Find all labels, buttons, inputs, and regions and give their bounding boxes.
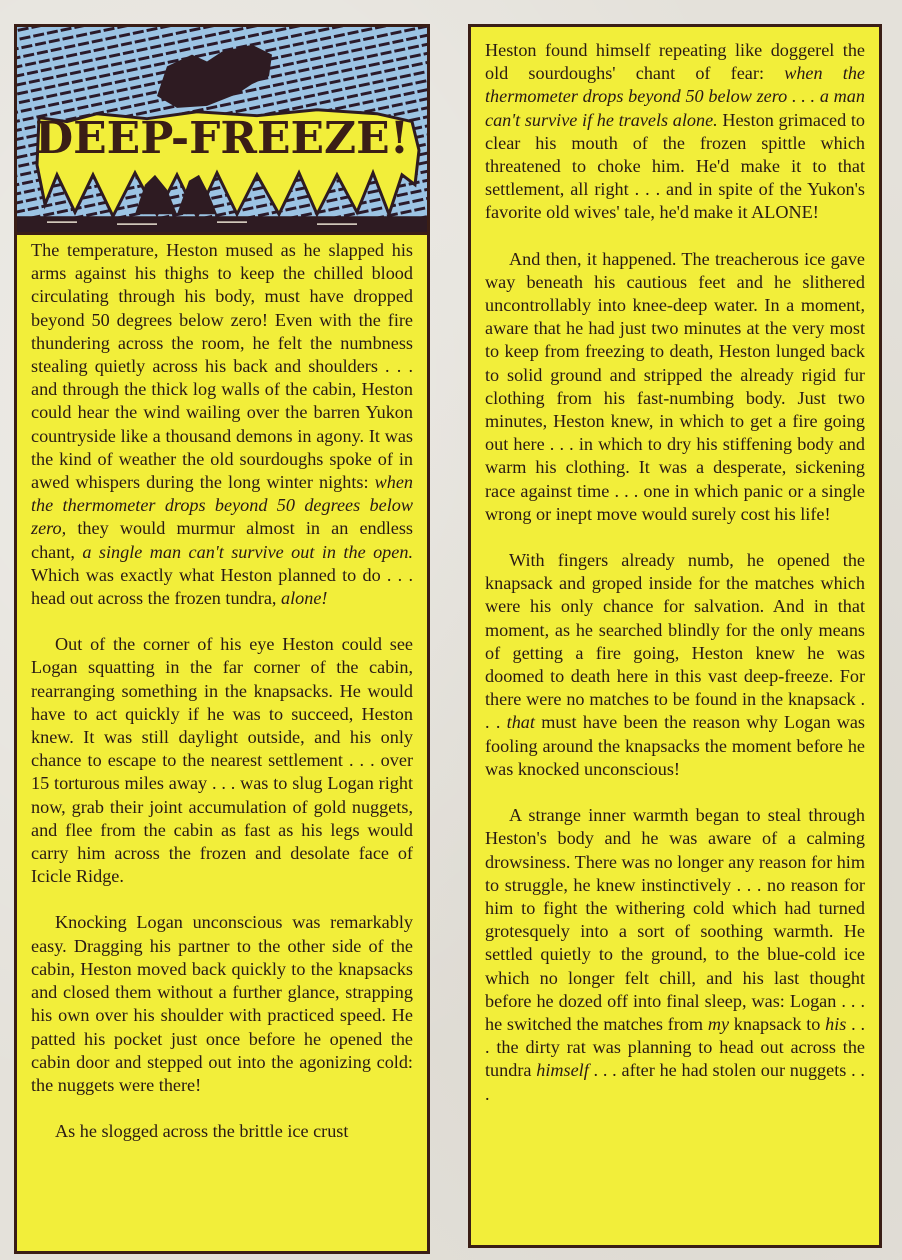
body-text: must have been the reason why Logan was fooling around the knapsacks the moment before he was knocked unconscious!: [485, 712, 865, 779]
paragraph: [485, 39, 865, 225]
paragraph: [31, 239, 413, 610]
body-text: Out of the corner of his eye Heston could see Logan squatting in the far corner of the cabin, rearranging something in the knapsacks. He would have to act quickly if he was to succeed, Heston knew. It was still daylight outside, and his only chance to escape to the nearest settlement . . . over 15 torturous miles away . . . was to slug Logan right now, grab their joint accumulation of gold nuggets, and flee from the cabin as fast as his legs would carry him across the frozen and desolate face of Icicle Ridge.: [31, 634, 413, 887]
left-column: [14, 24, 430, 1254]
italic-text: my: [707, 1013, 730, 1034]
body-text: knapsack to: [729, 1013, 826, 1034]
title-panel: [17, 27, 427, 235]
right-column: [468, 24, 882, 1248]
paragraph: [31, 1120, 413, 1143]
paragraph: [485, 549, 865, 781]
body-text: With fingers already numb, he opened the knapsack and groped inside for the matches which were his only chance for salvation. And in that moment, as he searched blindly for the only means of getting a fire going, Heston knew he was doomed to death here in this vast deep-freeze. For there were no matches to be found in the knapsack . . .: [485, 550, 865, 733]
body-text: . . . after he had stolen our nuggets . . .: [485, 1060, 865, 1104]
left-text-block: [17, 235, 427, 1143]
italic-text: when the thermometer drops beyond 50 below zero . . . a man can't survive if he travels alone.: [485, 63, 865, 130]
body-text: Heston found himself repeating like doggerel the old sourdoughs' chant of fear:: [485, 40, 865, 84]
italic-text: alone!: [280, 588, 328, 609]
body-text: Knocking Logan unconscious was remarkably easy. Dragging his partner to the other side of the cabin, Heston moved back quickly to the knapsacks and closed them without a further glance, strapping his own over his shoulder with practiced speed. He patted his pocket just once before he opened the cabin door and stepped out into the agonizing cold: the nuggets were there!: [31, 912, 413, 1095]
story-title: DEEP-FREEZE!: [34, 113, 410, 164]
italic-text: a single man can't survive out in the open.: [82, 541, 413, 562]
body-text: they would murmur almost in an endless chant,: [31, 518, 413, 562]
body-text: . . . the dirty rat was planning to head out across the tundra: [485, 1013, 865, 1081]
body-text: The temperature, Heston mused as he slapped his arms against his thighs to keep the chilled blood circulating through his body, must have dropped beyond 50 degrees below zero! Even with the fire thundering across the room, he felt the numbness stealing quietly across his back and shoulders . . . and through the thick log walls of the cabin, Heston could hear the wind wailing over the barren Yukon countryside like a thousand demons in agony. It was the kind of weather the old sourdoughs spoke of in awed whispers during the long winter nights:: [31, 240, 413, 493]
italic-text: when the thermometer drops beyond 50 degrees below zero,: [31, 472, 413, 539]
body-text: As he slogged across the brittle ice crust: [55, 1121, 349, 1142]
italic-text: his: [825, 1013, 847, 1034]
body-text: Which was exactly what Heston planned to do . . . head out across the frozen tundra,: [31, 564, 413, 609]
paragraph: [31, 633, 413, 888]
italic-text: that: [506, 712, 535, 733]
italic-text: himself: [536, 1060, 589, 1081]
paragraph: [31, 911, 413, 1097]
right-text-block: [471, 27, 879, 1106]
body-text: And then, it happened. The treacherous ice gave way beneath his cautious feet and he slithered uncontrollably into knee-deep water. In a moment, aware that he had just two minutes at the very most to keep from freezing to death, Heston lunged back to solid ground and stripped the already rigid fur clothing from his fast-numbing body. Just two minutes, Heston knew, in which to get a fire going out here . . . in which to dry his stiffening body and warm his clothing. It was a desperate, sickening race against time . . . one in which panic or a single wrong or inept move would surely cost his life!: [485, 248, 865, 524]
body-text: A strange inner warmth began to steal through Heston's body and he was aware of a calming drowsiness. There was no longer any reason for him to struggle, he knew instinctively . . . no reason for him to fight the withering cold which had turned grotesquely into a sort of soothing warmth. He settled quietly to the ground, to the blue-cold ice which no longer felt chill, and his last thought before he dozed off into final sleep, was: Logan . . . he switched the matches from: [485, 805, 865, 1034]
body-text: Heston grimaced to clear his mouth of the frozen spittle which threatened to choke him. He'd make it to that settlement, all right . . . and in spite of the Yukon's favorite old wives' tale, he'd make it ALONE!: [485, 109, 865, 223]
paragraph: [485, 248, 865, 526]
paragraph: [485, 804, 865, 1106]
